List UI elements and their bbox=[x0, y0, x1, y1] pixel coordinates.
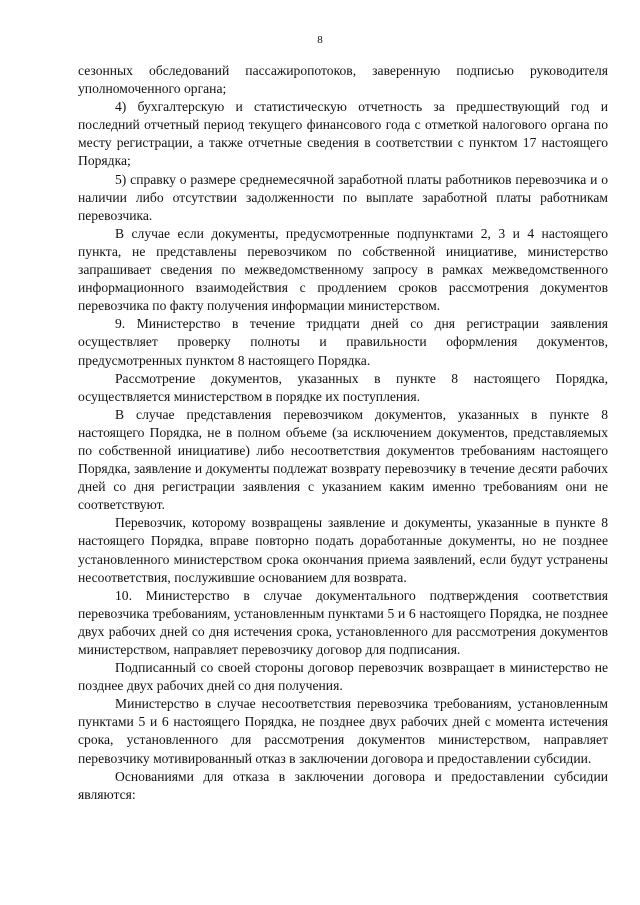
paragraph-clause-9: 9. Министерство в течение тридцати дней со дня регистрации заявления осуществляет проверку полноты и правильности оформления документов, предусмотренных пунктом 8 настоящего Порядка. bbox=[78, 316, 608, 368]
paragraph-refusal: Министерство в случае несоответствия перевозчика требованиям, установленным пунктами 5 и 6 настоящего Порядка, не позднее двух рабочих дней с момента истечения срока, установленного для рассмотрения документов министерством, направляет перевозчику мотивированный отказ в заключении договора и предоставлении субсидии. bbox=[78, 696, 608, 766]
page-number: 8 bbox=[317, 34, 323, 46]
paragraph-refusal-grounds: Основаниями для отказа в заключении договора и предоставлении субсидии являются: bbox=[78, 768, 608, 802]
paragraph-signed-contract: Подписанный со своей стороны договор перевозчик возвращает в министерство не позднее двух рабочих дней со дня получения. bbox=[78, 660, 608, 694]
paragraph-return-documents: В случае представления перевозчиком документов, указанных в пункте 8 настоящего Порядка, не в полном объеме (за исключением документов, представляемых по собственной инициативе) либо несоответствия документов требованиям настоящего Порядка, заявление и документы подлежат возврату перевозчику в течение десяти рабочих дней со дня регистрации заявления с указанием каким именно требованиям они не соответствуют. bbox=[78, 406, 608, 513]
paragraph-resubmission: Перевозчик, которому возвращены заявление и документы, указанные в пункте 8 настоящего Порядка, вправе повторно подать доработанные документы, но не позднее установленного министерством срока окончания приема заявлений, если будут устранены несоответствия, послужившие основанием для возврата. bbox=[78, 515, 608, 585]
paragraph-interagency-request: В случае если документы, предусмотренные подпунктами 2, 3 и 4 настоящего пункта, не представлены перевозчиком по собственной инициативе, министерство запрашивает сведения по межведомственному запросу в рамках межведомственного информационного взаимодействия с продлением сроков рассмотрения документов перевозчика по факту получения информации министерством. bbox=[78, 225, 608, 314]
paragraph-item-4: 4) бухгалтерскую и статистическую отчетность за предшествующий год и последний отчетный период текущего финансового года с отметкой налогового органа по месту регистрации, а также отчетные сведения в соответствии с пунктом 17 настоящего Порядка; bbox=[78, 99, 608, 169]
document-body bbox=[78, 62, 608, 804]
paragraph-continuation: сезонных обследований пассажиропотоков, заверенную подписью руководителя уполномоченного органа; bbox=[78, 63, 608, 97]
paragraph-item-5: 5) справку о размере среднемесячной заработной платы работников перевозчика и о наличии либо отсутствии задолженности по выплате заработной платы работникам перевозчика. bbox=[78, 171, 608, 223]
paragraph-clause-10: 10. Министерство в случае документального подтверждения соответствия перевозчика требованиям, установленным пунктами 5 и 6 настоящего Порядка, не позднее двух рабочих дней со дня истечения срока, установленного для рассмотрения документов министерством, направляет перевозчику договор для подписания. bbox=[78, 587, 608, 657]
paragraph-review-order: Рассмотрение документов, указанных в пункте 8 настоящего Порядка, осуществляется министерством в порядке их поступления. bbox=[78, 370, 608, 404]
